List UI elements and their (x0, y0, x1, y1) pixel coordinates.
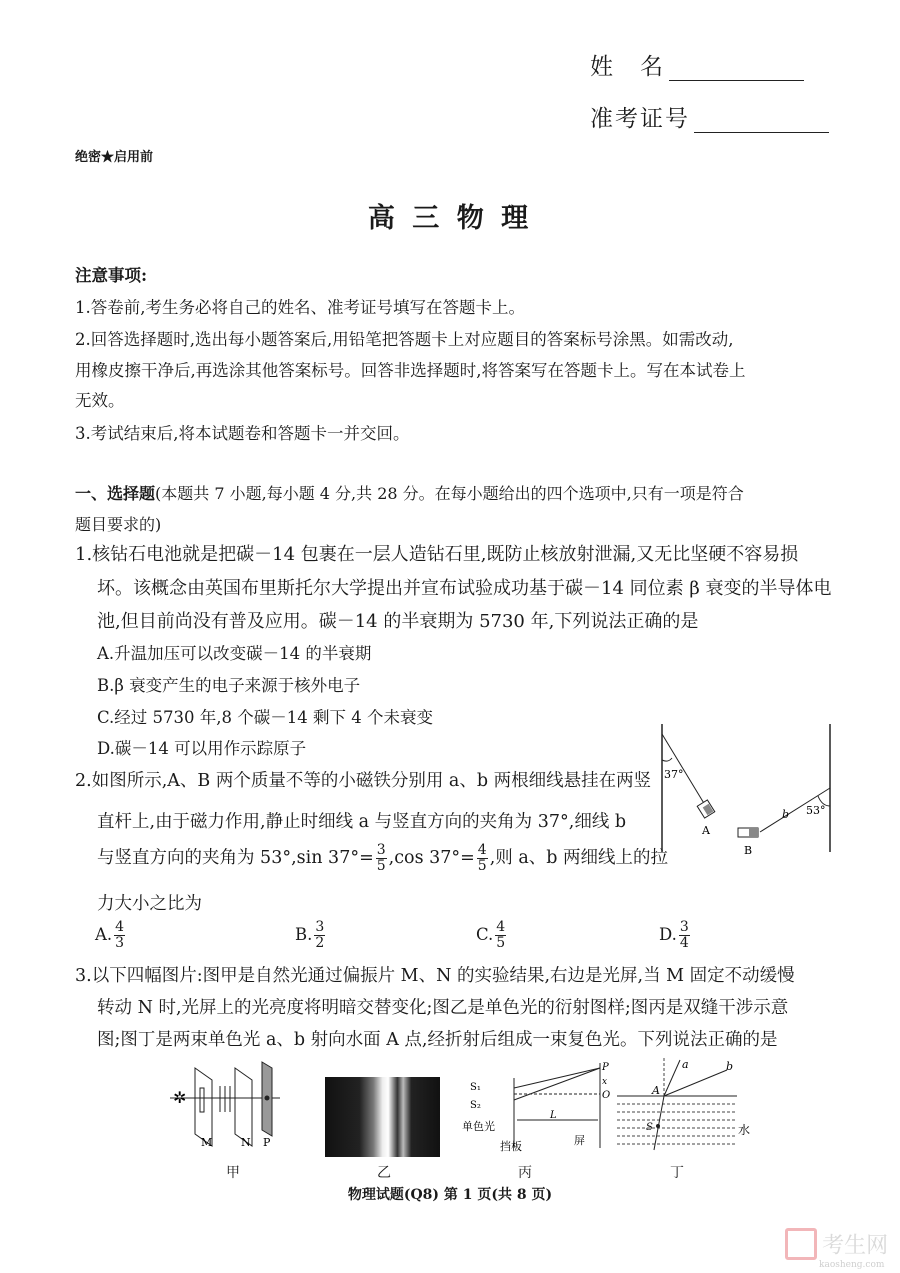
label-s1: S₁ (470, 1082, 481, 1093)
q2-option-c (476, 920, 508, 951)
section-title: 一、选择题 (75, 484, 156, 503)
name-field (590, 48, 804, 81)
q3-text: 图;图丁是两束单色光 a、b 射向水面 A 点,经折射后组成一束复色光。下列说法正确的是 (97, 1030, 778, 1050)
label-n: N (241, 1136, 251, 1148)
note-line: 2.回答选择题时,选出每小题答案后,用铅笔把答题卡上对应题目的答案标号涂黑。如需改动, (75, 330, 734, 349)
fraction (314, 920, 325, 951)
label-b: b (726, 1060, 734, 1073)
q3-text: 3.以下四幅图片:图甲是自然光通过偏振片 M、N 的实验结果,右边是光屏,当 M 固定不动缓慢 (75, 966, 795, 986)
q2-option-b (295, 920, 327, 951)
page-footer: 物理试题(Q8) 第 1 页(共 8 页) (347, 1187, 553, 1203)
section-heading (75, 481, 744, 504)
q2-text: 直杆上,由于磁力作用,静止时细线 a 与竖直方向的夹角为 37°,细线 b (97, 812, 627, 832)
exam-id-label: 准考证号 (590, 106, 690, 132)
label-light: 单色光 (462, 1120, 495, 1133)
fraction (495, 920, 506, 951)
caption-yi: 乙 (377, 1165, 391, 1181)
q1-option-a: A.升温加压可以改变碳－14 的半衰期 (97, 644, 372, 663)
secret-label: 绝密★启用前 (75, 150, 154, 165)
label-water: 水 (738, 1123, 751, 1137)
denominator: 2 (315, 935, 325, 951)
label-s2: S₂ (470, 1100, 481, 1111)
fraction (114, 920, 125, 951)
label-a: a (682, 1058, 689, 1071)
section-desc: 题目要求的) (75, 515, 162, 534)
label-a: A (702, 824, 710, 837)
denominator: 3 (115, 935, 125, 951)
label-l: L (550, 1110, 557, 1121)
caption-bing: 丙 (518, 1165, 532, 1181)
numerator: 3 (376, 842, 386, 858)
figure-yi-diffraction (325, 1077, 440, 1157)
note-line: 用橡皮擦干净后,再选涂其他答案标号。回答非选择题时,将答案写在答题卡上。写在本试卷上 (75, 361, 746, 380)
note-line: 无效。 (75, 391, 125, 410)
option-label: B. (295, 925, 313, 944)
q1-text: 1.核钻石电池就是把碳－14 包裹在一层人造钻石里,既防止核放射泄漏,又无比坚硬不容易损 (75, 544, 799, 565)
numerator: 3 (679, 919, 689, 935)
label-b: B (744, 844, 753, 857)
q2-option-d (659, 920, 692, 951)
q2-text-part: 与竖直方向的夹角为 53°,sin 37°= (97, 848, 374, 868)
q2-magnet-figure (650, 722, 840, 857)
q2-text: 力大小之比为 (97, 894, 202, 914)
q1-text: 坏。该概念由英国布里斯托尔大学提出并宣布试验成功基于碳－14 同位素 β 衰变的半导体电 (97, 578, 832, 599)
denominator: 4 (679, 935, 689, 951)
option-label: C. (476, 925, 494, 944)
figure-ding-refraction (612, 1058, 762, 1158)
denominator: 5 (477, 858, 487, 874)
note-line: 3.考试结束后,将本试题卷和答题卡一并交回。 (75, 424, 410, 443)
numerator: 4 (496, 919, 506, 935)
label-p: P (263, 1136, 271, 1148)
option-label: D. (659, 925, 677, 944)
label-m: M (201, 1136, 213, 1148)
note-line: 1.答卷前,考生务必将自己的姓名、准考证号填写在答题卡上。 (75, 298, 525, 317)
q1-option-d: D.碳－14 可以用作示踪原子 (97, 739, 307, 758)
numerator: 4 (115, 919, 125, 935)
denominator: 5 (376, 858, 386, 874)
notes-heading: 注意事项: (75, 266, 148, 285)
caption-jia: 甲 (226, 1165, 240, 1181)
fraction (679, 920, 690, 951)
name-blank[interactable] (669, 60, 804, 81)
denominator: 5 (496, 935, 506, 951)
watermark-icon (785, 1228, 817, 1260)
q2-text (97, 843, 668, 874)
name-label: 姓 名 (590, 54, 665, 80)
magnet-b-fill (749, 828, 758, 837)
watermark-logo (785, 1228, 888, 1270)
q2-text: 2.如图所示,A、B 两个质量不等的小磁铁分别用 a、b 两根细线悬挂在两竖 (75, 771, 652, 791)
angle-arc-a (662, 758, 672, 761)
option-label: A. (95, 925, 113, 944)
q1-option-b: B.β 衰变产生的电子来源于核外电子 (97, 676, 361, 695)
caption-ding: 丁 (670, 1165, 684, 1181)
label-screen: 屏 (574, 1134, 585, 1147)
label-p: P (602, 1062, 609, 1073)
section-desc: (本题共 7 小题,每小题 4 分,共 28 分。在每小题给出的四个选项中,只有一项是符合 (155, 484, 744, 503)
label-s: S (646, 1122, 653, 1133)
watermark-url: kaosheng.com (819, 1260, 885, 1270)
page-title: 高 三 物 理 (367, 203, 533, 234)
numerator: 3 (315, 919, 325, 935)
light-source-icon: ✲ (173, 1088, 187, 1107)
angle-a-label: 37° (664, 768, 684, 781)
q2-text-part: ,则 a、b 两细线上的拉 (489, 848, 669, 868)
label-baffle: 挡板 (500, 1140, 522, 1153)
figure-jia-polarizer (165, 1058, 290, 1148)
exam-id-field (590, 100, 829, 133)
fraction (477, 843, 488, 874)
string-b-label: b (782, 808, 790, 821)
q1-option-c: C.经过 5730 年,8 个碳－14 剩下 4 个未衰变 (97, 708, 433, 727)
fraction (376, 843, 387, 874)
label-o: O (602, 1090, 611, 1101)
figure-bing-double-slit (462, 1058, 612, 1158)
q1-text: 池,但目前尚没有普及应用。碳－14 的半衰期为 5730 年,下列说法正确的是 (97, 611, 699, 632)
watermark-text: 考生网 (822, 1233, 889, 1259)
numerator: 4 (477, 842, 487, 858)
label-a-point: A (652, 1084, 660, 1097)
exam-id-blank[interactable] (694, 112, 829, 133)
q3-text: 转动 N 时,光屏上的光亮度将明暗交替变化;图乙是单色光的衍射图样;图丙是双缝干涉示意 (97, 998, 789, 1018)
q2-text-part: ,cos 37°= (388, 848, 475, 868)
angle-b-label: 53° (806, 804, 826, 817)
label-x: x (602, 1077, 608, 1087)
polarizer-n (235, 1068, 252, 1146)
q2-option-a (95, 920, 127, 951)
